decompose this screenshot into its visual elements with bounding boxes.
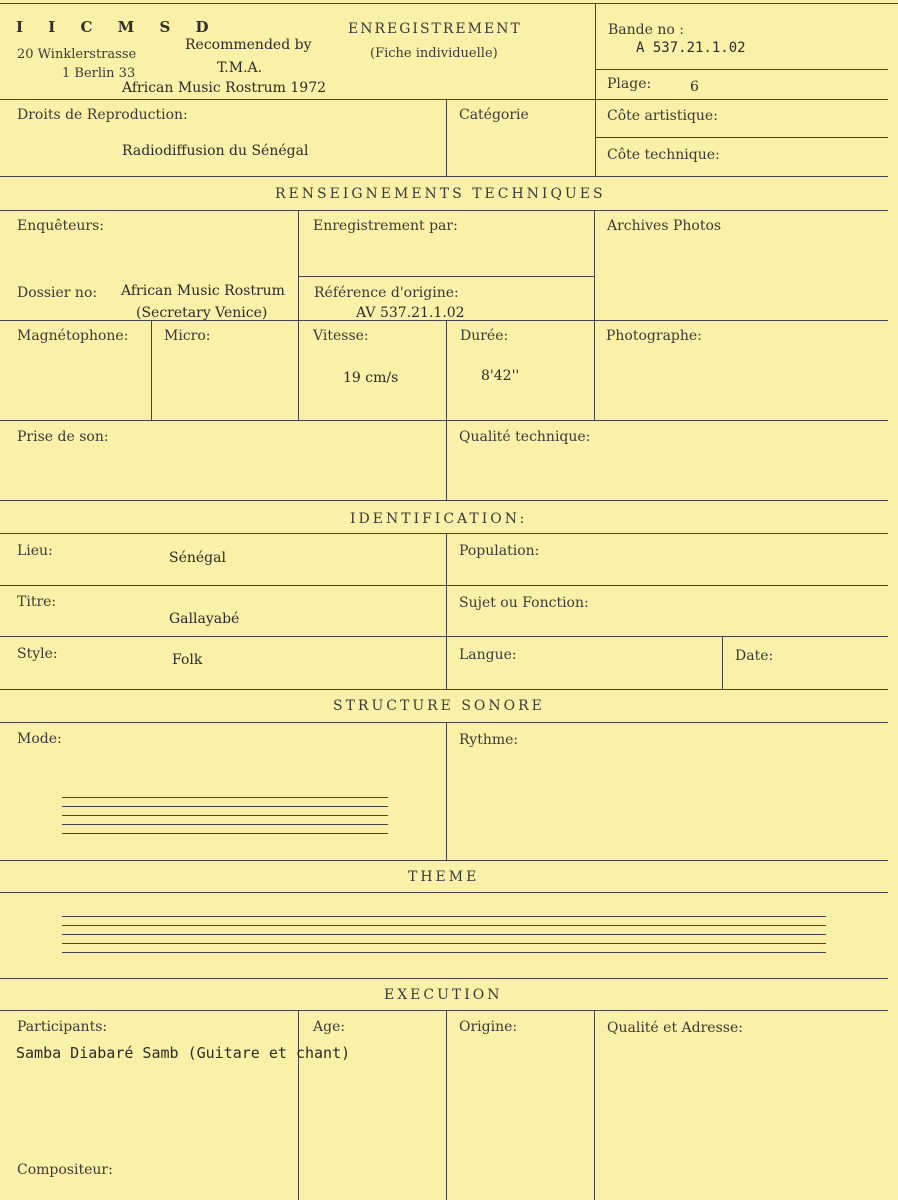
dossier-value: African Music Rostrum — [121, 283, 285, 299]
vrule-origine — [446, 1010, 447, 1200]
participants-label: Participants: — [17, 1019, 108, 1035]
langue-label: Langue: — [459, 647, 517, 663]
style-label: Style: — [17, 646, 58, 662]
vrule-rythme — [446, 722, 447, 860]
bande-label: Bande no : — [608, 22, 684, 38]
rule-mode-bottom — [0, 860, 888, 861]
rule-theme-bottom — [0, 978, 888, 979]
archives-photos-label: Archives Photos — [607, 218, 722, 234]
age-label: Age: — [313, 1019, 346, 1035]
plage-value: 6 — [690, 79, 699, 95]
address-line2: 1 Berlin 33 — [62, 66, 136, 81]
rule-execution-title — [0, 1010, 888, 1011]
rule-titre-bottom — [0, 636, 888, 637]
rostrum-label: African Music Rostrum 1972 — [122, 80, 327, 96]
vrule-ident — [446, 533, 447, 689]
qualite-technique-label: Qualité technique: — [459, 429, 591, 445]
rule-lieu-bottom — [0, 585, 888, 586]
lieu-label: Lieu: — [17, 543, 53, 559]
rule-theme-title — [0, 892, 888, 893]
vrule-age — [298, 1010, 299, 1200]
cote-technique-label: Côte technique: — [607, 147, 720, 163]
duree-value: 8'42'' — [481, 368, 520, 384]
rule-bande-plage — [595, 69, 888, 70]
enqueteurs-label: Enquêteurs: — [17, 218, 105, 234]
rythme-label: Rythme: — [459, 732, 519, 748]
dossier-label: Dossier no: — [17, 285, 98, 301]
tma-label: T.M.A. — [217, 60, 263, 76]
vrule-enregistrement — [298, 210, 299, 420]
vrule-micro — [151, 320, 152, 420]
rule-enregistrement-ref — [298, 276, 594, 277]
execution-section-title: EXECUTION — [384, 987, 503, 1003]
rule-cote — [595, 137, 888, 138]
vrule-qualite — [594, 1010, 595, 1200]
rule-prise-bottom — [0, 500, 888, 501]
population-label: Population: — [459, 543, 540, 559]
duree-label: Durée: — [460, 328, 509, 344]
recommended-by: Recommended by — [185, 37, 312, 53]
droits-label: Droits de Reproduction: — [17, 107, 188, 123]
vrule-archives — [594, 210, 595, 420]
reference-label: Référence d'origine: — [314, 285, 459, 301]
vrule-duree — [446, 320, 447, 500]
ident-section-title: IDENTIFICATION: — [350, 511, 528, 527]
reference-value: AV 537.21.1.02 — [356, 305, 465, 321]
participants-value: Samba Diabaré Samb (Guitare et chant) — [16, 1044, 351, 1062]
vrule-header-right — [595, 3, 596, 176]
rule-magneto-bottom — [0, 420, 888, 421]
mode-label: Mode: — [17, 731, 62, 747]
institute-logo: I I C M S D — [16, 18, 219, 36]
cote-artistique-label: Côte artistique: — [607, 108, 718, 124]
categorie-label: Catégorie — [459, 107, 529, 123]
lieu-value: Sénégal — [169, 550, 226, 566]
compositeur-label: Compositeur: — [17, 1162, 113, 1178]
style-value: Folk — [172, 652, 203, 668]
titre-label: Titre: — [17, 594, 57, 610]
magnetophone-label: Magnétophone: — [17, 328, 129, 344]
rule-rights-bottom — [0, 176, 888, 177]
form-title: ENREGISTREMENT — [348, 21, 522, 37]
address-line1: 20 Winklerstrasse — [17, 47, 137, 62]
structure-section-title: STRUCTURE SONORE — [333, 698, 545, 714]
micro-label: Micro: — [164, 328, 211, 344]
rule-top — [0, 3, 898, 4]
origine-label: Origine: — [459, 1019, 518, 1035]
bande-value: A 537.21.1.02 — [636, 40, 746, 56]
theme-section-title: THEME — [408, 869, 480, 885]
droits-value: Radiodiffusion du Sénégal — [122, 143, 309, 159]
qualite-adresse-label: Qualité et Adresse: — [607, 1020, 743, 1036]
sujet-label: Sujet ou Fonction: — [459, 595, 589, 611]
date-label: Date: — [735, 648, 774, 664]
plage-label: Plage: — [607, 76, 652, 92]
rule-structure-title — [0, 722, 888, 723]
vrule-date — [722, 636, 723, 689]
vitesse-value: 19 cm/s — [343, 370, 399, 386]
vitesse-label: Vitesse: — [313, 328, 369, 344]
vrule-categorie — [446, 99, 447, 176]
form-subtitle: (Fiche individuelle) — [370, 46, 498, 61]
photographe-label: Photographe: — [606, 328, 702, 344]
tech-section-title: RENSEIGNEMENTS TECHNIQUES — [275, 186, 606, 202]
enregistrement-par-label: Enregistrement par: — [313, 218, 458, 234]
prise-de-son-label: Prise de son: — [17, 429, 109, 445]
rule-tech-title — [0, 210, 888, 211]
rule-style-bottom — [0, 689, 888, 690]
titre-value: Gallayabé — [169, 611, 240, 627]
rule-header-bottom — [0, 99, 888, 100]
dossier-value2: (Secretary Venice) — [136, 305, 268, 321]
rule-ident-title — [0, 533, 888, 534]
